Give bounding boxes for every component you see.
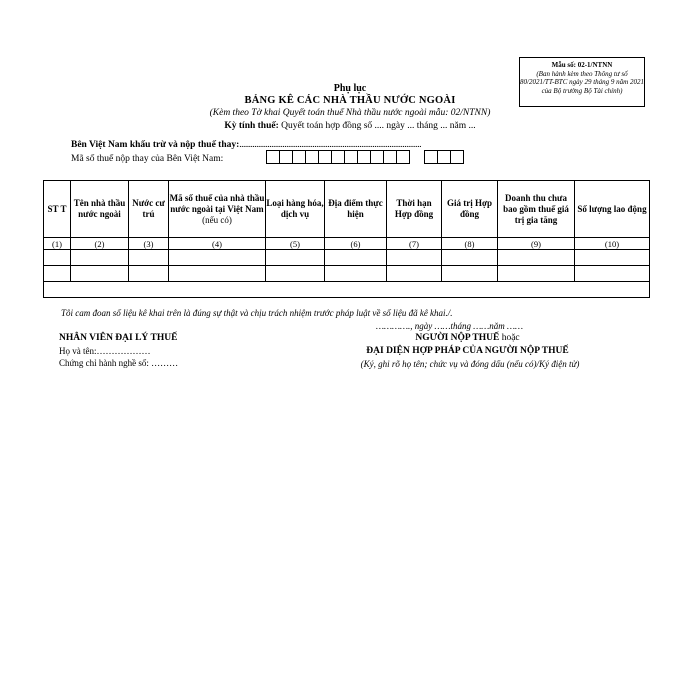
col-header-note: (nếu có) [202, 214, 232, 225]
taxid-label: Mã số thuế nộp thay của Bên Việt Nam: [71, 154, 224, 164]
col-header-contractor-taxid [169, 181, 266, 238]
document-subtitle: (Kèm theo Tờ khai Quyết toán thuế Nhà thầu nước ngoài mẫu: 02/NTNN) [209, 108, 491, 118]
form-issued-note: (Ban hành kèm theo Thông tư số 80/2021/TT-BTC ngày 29 tháng 9 năm 2021 của Bộ trưởng Bộ Tài chính) [520, 69, 644, 95]
taxid-digit-box[interactable] [318, 150, 332, 164]
table-cell[interactable] [129, 250, 169, 266]
col-number: (9) [498, 238, 575, 250]
col-header-goods-services: Loại hàng hóa, dịch vụ [266, 181, 325, 238]
table-cell[interactable] [575, 250, 650, 266]
table-cell[interactable] [442, 250, 498, 266]
table-cell[interactable] [387, 250, 442, 266]
col-number: (5) [266, 238, 325, 250]
taxpayer-title-label: NGƯỜI NỘP THUẾ [415, 333, 500, 343]
contractor-table [43, 180, 650, 298]
taxid-branch-box[interactable] [450, 150, 464, 164]
table-row-total [44, 282, 650, 298]
taxid-branch-box[interactable] [437, 150, 451, 164]
table-cell[interactable] [387, 266, 442, 282]
tax-period-label: Kỳ tính thuế: [224, 121, 279, 131]
col-header-location: Địa điểm thực hiện [325, 181, 387, 238]
col-header-stt: ST T [44, 181, 71, 238]
table-cell[interactable] [266, 250, 325, 266]
appendix-label: Phụ lục [333, 83, 367, 94]
taxid-digit-box[interactable] [266, 150, 280, 164]
table-number-row [44, 238, 650, 250]
tax-period-line [0, 121, 700, 131]
col-header-labor-count: Số lượng lao động [575, 181, 650, 238]
col-header-revenue-excl-vat: Doanh thu chưa bao gồm thuế giá trị gia tăng [498, 181, 575, 238]
taxpayer-title [0, 333, 700, 343]
table-cell[interactable] [44, 266, 71, 282]
table-row [44, 266, 650, 282]
table-cell[interactable] [44, 250, 71, 266]
form-code: Mẫu số: 02-1/NTNN [551, 61, 613, 69]
taxid-digit-box[interactable] [370, 150, 384, 164]
col-header-contract-value: Giá trị Hợp đồng [442, 181, 498, 238]
vietnam-party-field[interactable]: ................................................................................................. [239, 140, 422, 150]
col-number: (10) [575, 238, 650, 250]
vietnam-party-line [71, 140, 421, 150]
table-cell[interactable] [575, 266, 650, 282]
col-number: (6) [325, 238, 387, 250]
col-header-contract-term: Thời hạn Hợp đồng [387, 181, 442, 238]
col-number: (7) [387, 238, 442, 250]
col-header-contractor-taxid-label: Mã số thuế của nhà thầu nước ngoài tại Việt Nam [169, 192, 265, 214]
taxid-digit-box[interactable] [331, 150, 345, 164]
table-cell[interactable] [71, 250, 129, 266]
table-cell[interactable] [44, 282, 650, 298]
col-number: (2) [71, 238, 129, 250]
table-cell[interactable] [325, 250, 387, 266]
table-cell[interactable] [169, 266, 266, 282]
declaration-text: Tôi cam đoan số liệu kê khai trên là đúng sự thật và chịu trách nhiệm trước pháp luật về số liệu đã kê khai./. [61, 308, 453, 318]
col-header-country: Nước cư trú [129, 181, 169, 238]
taxid-digit-box[interactable] [305, 150, 319, 164]
taxid-digit-box[interactable] [279, 150, 293, 164]
col-number: (8) [442, 238, 498, 250]
tax-period-value: Quyết toán hợp đồng số .... ngày ... tháng ... năm ... [278, 121, 476, 131]
table-cell[interactable] [498, 250, 575, 266]
table-cell[interactable] [129, 266, 169, 282]
table-cell[interactable] [325, 266, 387, 282]
taxid-digit-box[interactable] [383, 150, 397, 164]
table-header-row [44, 181, 650, 238]
legal-rep-title: ĐẠI DIỆN HỢP PHÁP CỦA NGƯỜI NỘP THUẾ [366, 346, 569, 356]
table-cell[interactable] [71, 266, 129, 282]
taxid-branch-box[interactable] [424, 150, 438, 164]
col-number: (3) [129, 238, 169, 250]
agent-cert-field[interactable]: Chứng chỉ hành nghề số: ……… [59, 358, 179, 368]
table-cell[interactable] [498, 266, 575, 282]
taxid-digit-box[interactable] [344, 150, 358, 164]
col-header-contractor-name: Tên nhà thầu nước ngoài [71, 181, 129, 238]
col-number: (1) [44, 238, 71, 250]
table-cell[interactable] [266, 266, 325, 282]
taxid-digit-box[interactable] [292, 150, 306, 164]
date-line[interactable]: …………., ngày ……tháng ……năm …… [376, 321, 524, 331]
table-cell[interactable] [442, 266, 498, 282]
signature-note: (Ký, ghi rõ họ tên; chức vụ và đóng dấu (nếu có)/Ký điện tử) [360, 359, 580, 369]
vietnam-party-label: Bên Việt Nam khấu trừ và nộp thuế thay: [71, 140, 240, 150]
agent-name-field[interactable]: Họ và tên:……………… [59, 346, 151, 356]
document-title: BẢNG KÊ CÁC NHÀ THẦU NƯỚC NGOÀI [244, 95, 456, 106]
col-number: (4) [169, 238, 266, 250]
taxid-digit-box[interactable] [357, 150, 371, 164]
taxpayer-title-or: hoặc [499, 333, 520, 343]
table-row [44, 250, 650, 266]
table-cell[interactable] [169, 250, 266, 266]
taxid-digit-box[interactable] [396, 150, 410, 164]
agent-title: NHÂN VIÊN ĐẠI LÝ THUẾ [59, 333, 178, 343]
